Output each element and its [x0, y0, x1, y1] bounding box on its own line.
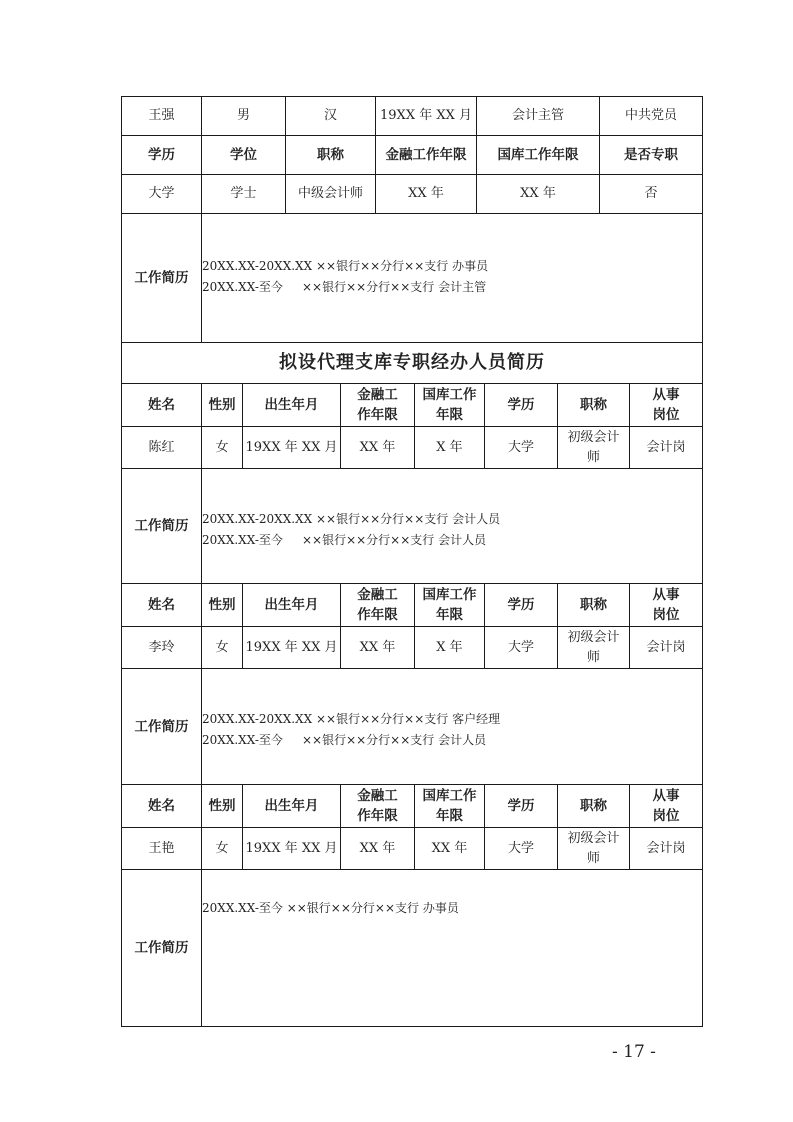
- data-cell: 王艳: [121, 827, 202, 870]
- header-cell: 从事 岗位: [629, 784, 703, 828]
- header-cell: 学历: [484, 383, 558, 427]
- data-cell: XX 年: [476, 174, 600, 214]
- data-cell: 中级会计师: [285, 174, 376, 214]
- data-cell: 女: [201, 426, 243, 469]
- data-cell: XX 年: [414, 827, 485, 870]
- header-cell: 出生年月: [242, 784, 341, 828]
- data-cell: 初级会计 师: [557, 827, 630, 870]
- data-cell: 男: [201, 96, 286, 136]
- data-cell: 19XX 年 XX 月: [242, 426, 341, 469]
- header-cell: 从事 岗位: [629, 583, 703, 627]
- data-cell: 19XX 年 XX 月: [242, 827, 341, 870]
- data-cell: 中共党员: [599, 96, 703, 136]
- header-cell: 性别: [201, 784, 243, 828]
- data-cell: 否: [599, 174, 703, 214]
- data-cell: 会计岗: [629, 827, 703, 870]
- header-cell: 职称: [557, 784, 630, 828]
- data-cell: XX 年: [375, 174, 477, 214]
- header-cell: 性别: [201, 583, 243, 627]
- resume-line: 20XX.XX-至今 ××银行××分行××支行 会计人员: [202, 733, 487, 747]
- header-cell: 职称: [285, 135, 376, 175]
- header-cell: 国库工作 年限: [414, 784, 485, 828]
- data-cell: 女: [201, 827, 243, 870]
- data-cell: 李玲: [121, 626, 202, 669]
- header-cell: 国库工作 年限: [414, 383, 485, 427]
- data-cell: 大学: [121, 174, 202, 214]
- data-cell: X 年: [414, 426, 485, 469]
- data-cell: 陈红: [121, 426, 202, 469]
- header-cell: 金融工作年限: [375, 135, 477, 175]
- data-cell: 大学: [484, 626, 558, 669]
- data-cell: 19XX 年 XX 月: [375, 96, 477, 136]
- resume-line: 20XX.XX-20XX.XX ××银行××分行××支行 办事员: [202, 259, 489, 273]
- header-cell: 姓名: [121, 383, 202, 427]
- data-cell: 19XX 年 XX 月: [242, 626, 341, 669]
- resume-line: 20XX.XX-至今 ××银行××分行××支行 会计主管: [202, 280, 487, 294]
- data-cell: 会计主管: [476, 96, 600, 136]
- resume-label: 工作简历: [121, 468, 202, 584]
- header-cell: 金融工 作年限: [340, 383, 415, 427]
- header-cell: 学历: [484, 583, 558, 627]
- resume-line: 20XX.XX-20XX.XX ××银行××分行××支行 会计人员: [202, 512, 501, 526]
- data-cell: XX 年: [340, 426, 415, 469]
- data-cell: XX 年: [340, 626, 415, 669]
- data-cell: XX 年: [340, 827, 415, 870]
- header-cell: 国库工作 年限: [414, 583, 485, 627]
- data-cell: 学士: [201, 174, 286, 214]
- resume-line: 20XX.XX-至今 ××银行××分行××支行 办事员: [202, 901, 459, 915]
- header-cell: 学历: [121, 135, 202, 175]
- resume-text: [201, 668, 703, 785]
- header-cell: 学历: [484, 784, 558, 828]
- resume-label: 工作简历: [121, 213, 202, 343]
- header-cell: 金融工 作年限: [340, 784, 415, 828]
- header-cell: 姓名: [121, 784, 202, 828]
- resume-text: [201, 468, 703, 584]
- header-cell: 金融工 作年限: [340, 583, 415, 627]
- resume-label: 工作简历: [121, 869, 202, 1027]
- data-cell: 初级会计 师: [557, 426, 630, 469]
- data-cell: 女: [201, 626, 243, 669]
- page-number: - 17 -: [612, 1042, 656, 1062]
- resume-line: 20XX.XX-至今 ××银行××分行××支行 会计人员: [202, 533, 487, 547]
- header-cell: 出生年月: [242, 583, 341, 627]
- header-cell: 学位: [201, 135, 286, 175]
- resume-text: [201, 213, 703, 343]
- data-cell: 会计岗: [629, 426, 703, 469]
- header-cell: 出生年月: [242, 383, 341, 427]
- resume-label: 工作简历: [121, 668, 202, 785]
- data-cell: 会计岗: [629, 626, 703, 669]
- header-cell: 是否专职: [599, 135, 703, 175]
- header-cell: 职称: [557, 383, 630, 427]
- header-cell: 职称: [557, 583, 630, 627]
- data-cell: 大学: [484, 426, 558, 469]
- header-cell: 性别: [201, 383, 243, 427]
- header-cell: 姓名: [121, 583, 202, 627]
- data-cell: X 年: [414, 626, 485, 669]
- resume-line: 20XX.XX-20XX.XX ××银行××分行××支行 客户经理: [202, 712, 501, 726]
- header-cell: 国库工作年限: [476, 135, 600, 175]
- data-cell: 汉: [285, 96, 376, 136]
- header-cell: 从事 岗位: [629, 383, 703, 427]
- data-cell: 初级会计 师: [557, 626, 630, 669]
- resume-text: [201, 869, 703, 1027]
- section-title: 拟设代理支库专职经办人员简历: [121, 342, 703, 384]
- data-cell: 大学: [484, 827, 558, 870]
- data-cell: 王强: [121, 96, 202, 136]
